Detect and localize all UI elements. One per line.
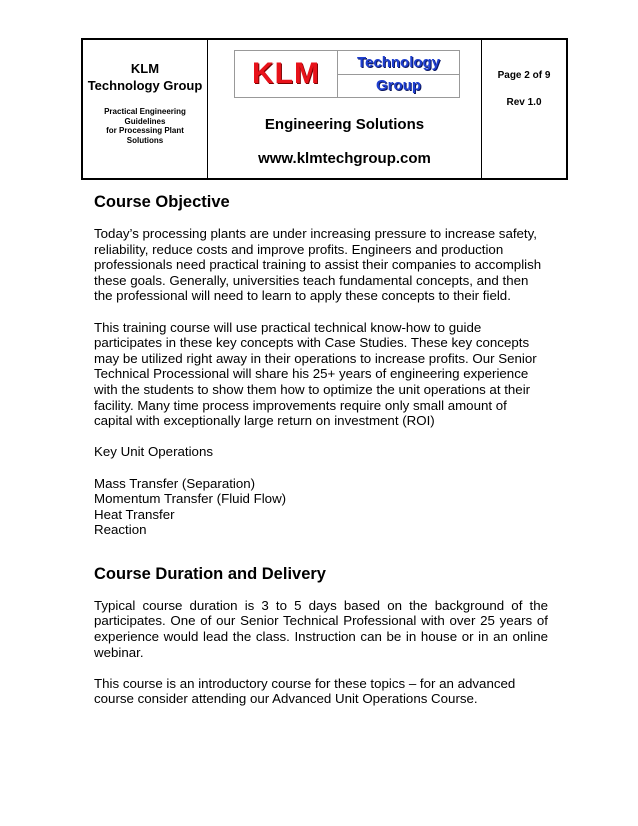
list-item: Momentum Transfer (Fluid Flow) xyxy=(94,491,287,507)
list-item: Heat Transfer xyxy=(94,506,175,522)
guidelines-line: Practical Engineering xyxy=(104,107,186,116)
guidelines-line: Solutions xyxy=(126,135,164,145)
course-objective-paragraph-1: Today’s processing plants are under increasing pressure to increase safety, reliability, reduce costs and improve profits. Engineers and production professionals need practical training to assist their companies to accomplish these goals. Generally, universities teach fundamental concepts, and then the professional will need to learn to apply these concepts to their field. xyxy=(94,226,542,304)
course-duration-paragraph-1: Typical course duration is 3 to 5 days based on the background of the participates. One of our Senior Technical Professional with over 25 years of experience would lead the class. Instruction can be in house or in an online webinar. xyxy=(94,597,548,660)
logo-group-text: Group xyxy=(376,77,421,95)
course-duration-heading: Course Duration and Delivery xyxy=(94,564,326,583)
course-objective-heading: Course Objective xyxy=(94,193,230,211)
course-objective-paragraph-2: This training course will use practical technical know-how to guide participates in these key concepts with Case Studies. These key concepts may be utilized right away in their operations to increase profits. Our Senior Technical Processional will share his 25+ years of engineering experience with the students to show them how to optimize the unit operations at their facility. Many time process improvements require only small amount of capital with exceptionally large return on investment (ROI) xyxy=(94,319,537,429)
guidelines-title xyxy=(83,107,207,145)
page-number: Page 2 of 9 xyxy=(497,70,551,81)
list-item: Mass Transfer (Separation) xyxy=(94,475,256,491)
logo-technology-text: Technology xyxy=(338,51,459,75)
klm-logo xyxy=(234,50,460,98)
company-name xyxy=(83,60,207,94)
header-company-cell xyxy=(83,40,208,178)
company-name-line1: KLM xyxy=(130,61,160,76)
list-item: Reaction xyxy=(94,522,147,538)
course-duration-paragraph-2: This course is an introductory course for these topics – for an advanced course consider attending our Advanced Unit Operations Course. xyxy=(94,675,516,707)
document-header xyxy=(81,38,568,180)
logo-right xyxy=(338,51,459,97)
header-logo-cell xyxy=(208,40,482,178)
logo-klm-text: KLM xyxy=(235,51,338,97)
engineering-solutions: Engineering Solutions xyxy=(264,116,425,133)
document-body xyxy=(94,192,548,723)
unit-operations-list xyxy=(94,476,548,538)
company-name-line2: Technology Group xyxy=(87,78,203,93)
website-url: www.klmtechgroup.com xyxy=(258,150,431,167)
guidelines-line: for Processing Plant xyxy=(106,126,184,135)
key-unit-operations-label: Key Unit Operations xyxy=(94,444,213,460)
revision: Rev 1.0 xyxy=(506,97,542,108)
guidelines-line: Guidelines xyxy=(124,116,166,126)
header-page-cell xyxy=(482,40,566,178)
